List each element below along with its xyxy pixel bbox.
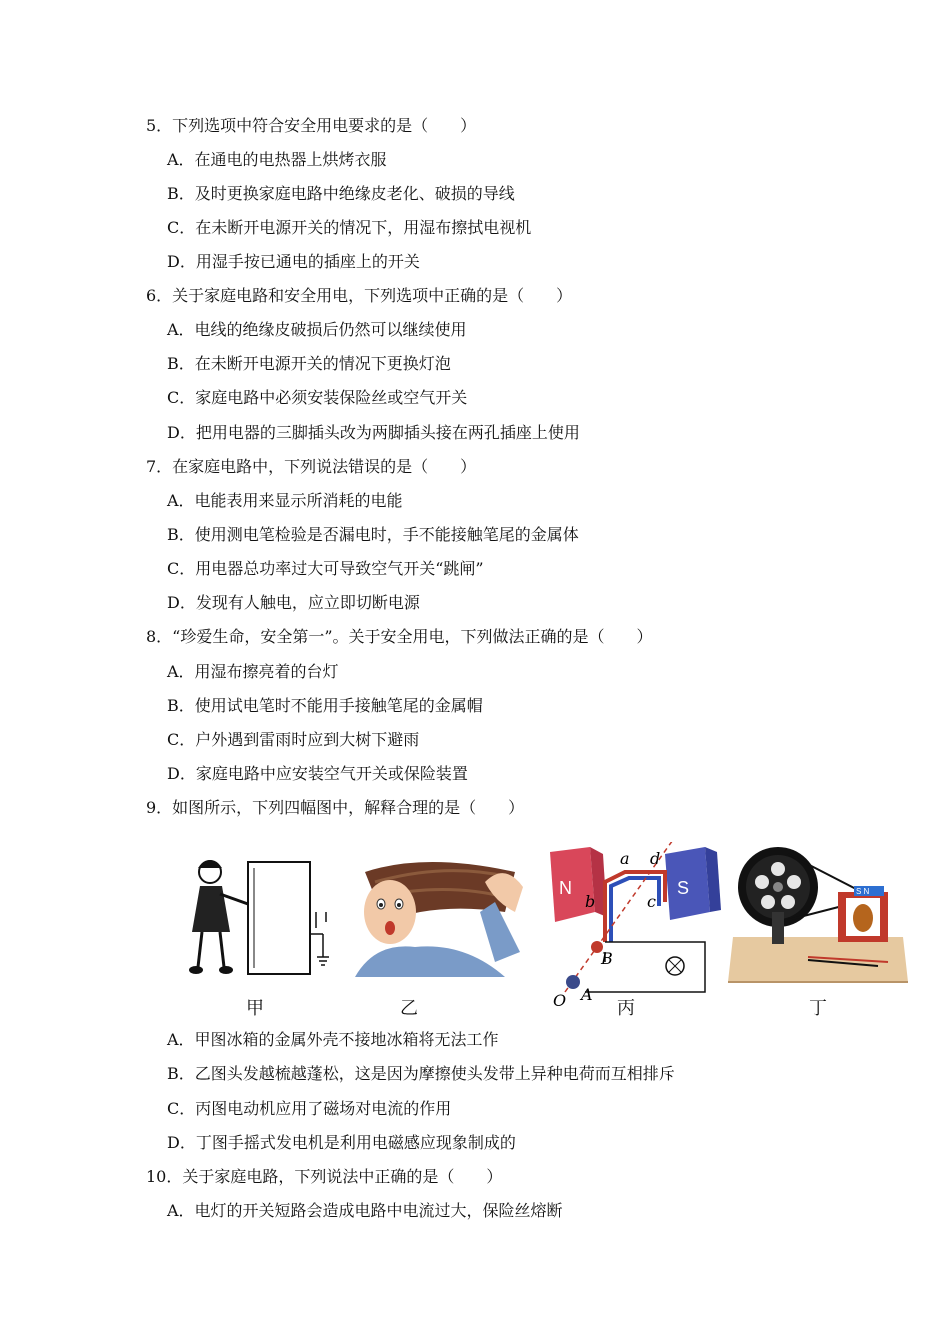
caption-jia: 甲: [246, 998, 264, 1019]
question-8-option-b: B．使用试电笔时不能用手接触笔尾的金属帽: [167, 696, 483, 715]
question-5-stem: 5．下列选项中符合安全用电要求的是（ ）: [146, 116, 477, 135]
generator-magnet-label: S N: [856, 887, 870, 896]
question-5-option-b: B．及时更换家庭电路中绝缘皮老化、破损的导线: [167, 184, 515, 203]
magnet-n-label: N: [559, 878, 572, 898]
question-10-option-a: A．电灯的开关短路会造成电路中电流过大，保险丝熔断: [167, 1201, 563, 1220]
question-8-option-c: C．户外遇到雷雨时应到大树下避雨: [167, 730, 420, 749]
question-5-option-a: A．在通电的电热器上烘烤衣服: [167, 150, 387, 169]
question-6-option-b: B．在未断开电源开关的情况下更换灯泡: [167, 354, 451, 373]
question-6-stem: 6．关于家庭电路和安全用电，下列选项中正确的是（ ）: [146, 286, 573, 305]
motor-label-b: b: [585, 892, 596, 911]
question-6-option-d: D．把用电器的三脚插头改为两脚插头接在两孔插座上使用: [167, 423, 580, 442]
figure-bing-motor: [545, 842, 725, 1012]
question-7-option-a: A．电能表用来显示所消耗的电能: [167, 491, 403, 510]
caption-yi: 乙: [400, 998, 418, 1019]
motor-label-A: A: [581, 985, 593, 1004]
caption-ding: 丁: [809, 998, 827, 1019]
question-6-option-a: A．电线的绝缘皮破损后仍然可以继续使用: [167, 320, 467, 339]
question-9-option-c: C．丙图电动机应用了磁场对电流的作用: [167, 1099, 452, 1118]
question-5-option-c: C．在未断开电源开关的情况下，用湿布擦拭电视机: [167, 218, 532, 237]
question-10-stem: 10．关于家庭电路，下列说法中正确的是（ ）: [146, 1167, 503, 1186]
question-9-option-d: D．丁图手摇式发电机是利用电磁感应现象制成的: [167, 1133, 516, 1152]
motor-label-c: c: [647, 892, 656, 911]
figure-jia-fridge: [178, 842, 348, 977]
question-9-option-a: A．甲图冰箱的金属外壳不接地冰箱将无法工作: [167, 1030, 499, 1049]
magnet-s-label: S: [677, 878, 690, 898]
question-5-option-d: D．用湿手按已通电的插座上的开关: [167, 252, 420, 271]
question-9-figures: [170, 842, 910, 1022]
motor-label-d: d: [650, 849, 661, 868]
question-9-option-b: B．乙图头发越梳越蓬松，这是因为摩擦使头发带上异种电荷而互相排斥: [167, 1064, 675, 1083]
question-7-option-d: D．发现有人触电，应立即切断电源: [167, 593, 420, 612]
motor-label-B: B: [601, 949, 613, 968]
motor-label-a: a: [620, 849, 630, 868]
question-7-option-c: C．用电器总功率过大可导致空气开关“跳闸”: [167, 559, 484, 578]
question-8-option-a: A．用湿布擦亮着的台灯: [167, 662, 339, 681]
question-8-stem: 8．“珍爱生命，安全第一”。关于安全用电，下列做法正确的是（ ）: [146, 627, 653, 646]
question-7-stem: 7．在家庭电路中，下列说法错误的是（ ）: [146, 457, 477, 476]
question-8-option-d: D．家庭电路中应安装空气开关或保险装置: [167, 764, 468, 783]
question-6-option-c: C．家庭电路中必须安装保险丝或空气开关: [167, 388, 468, 407]
figure-ding-generator: [728, 842, 910, 987]
figure-yi-hair: [345, 842, 527, 977]
motor-label-O: O: [553, 991, 567, 1010]
question-9-stem: 9．如图所示，下列四幅图中，解释合理的是（ ）: [146, 798, 525, 817]
caption-bing: 丙: [617, 998, 635, 1019]
question-7-option-b: B．使用测电笔检验是否漏电时，手不能接触笔尾的金属体: [167, 525, 579, 544]
